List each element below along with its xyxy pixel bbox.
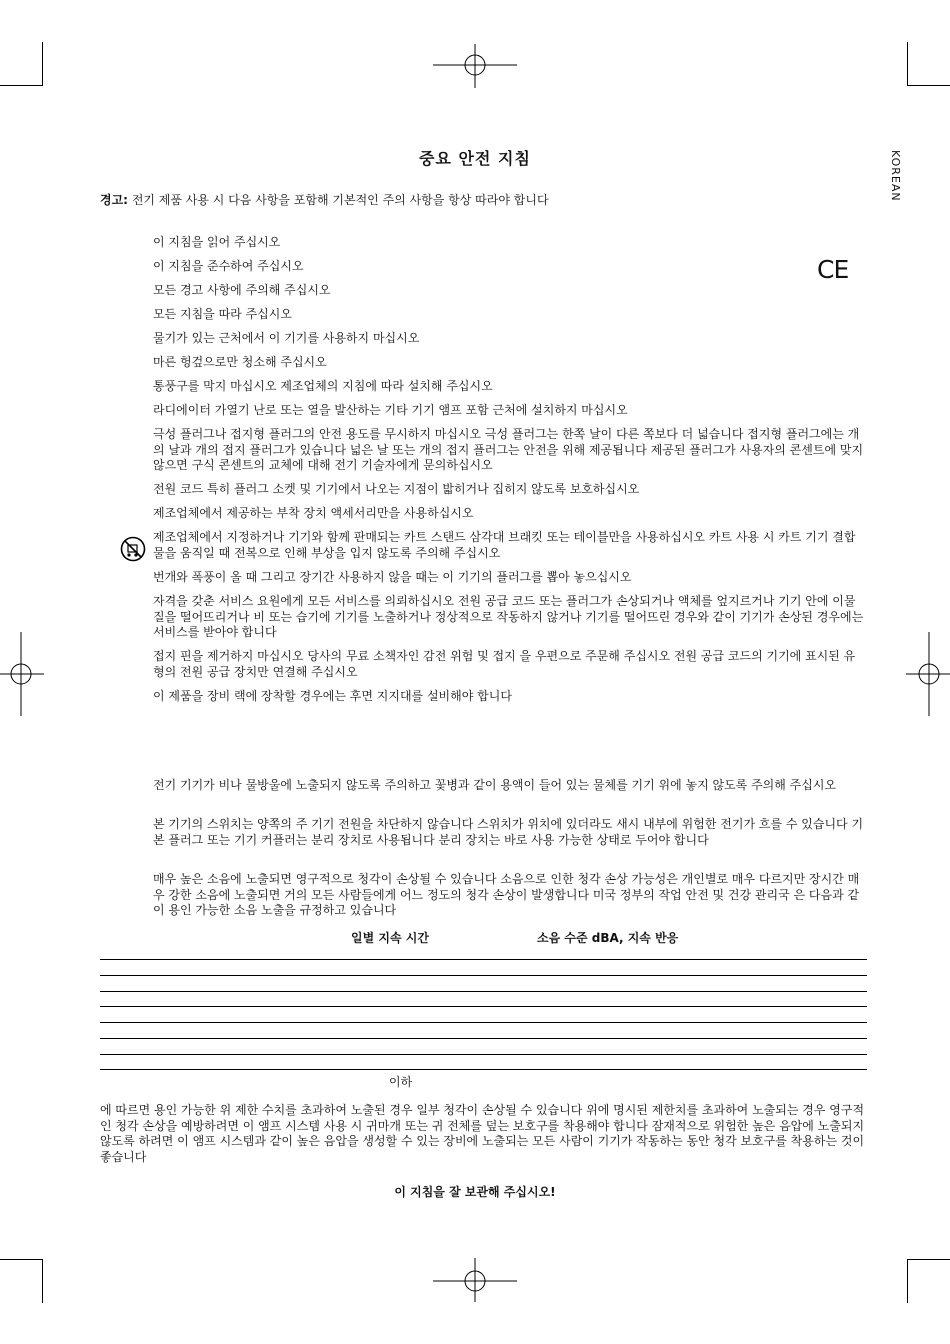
instruction-item: 제조업체에서 지정하거나 기기와 함께 판매되는 카트 스탠드 삼각대 브래킷 또는 테이블만을 사용하십시오 카트 사용 시 카트 기기 결합물을 움직일 때 전복으로 인해 부상을 입지 않도록 주의해 주십시오 (153, 530, 856, 560)
instruction-item: 전기 기기가 비나 물방울에 노출되지 않도록 주의하고 꽃병과 같이 용액이 들어 있는 물체를 기기 위에 놓지 않도록 주의해 주십시오 (153, 778, 837, 792)
instruction-item: 라디에이터 가열기 난로 또는 열을 발산하는 기타 기기 앰프 포함 근처에 설치하지 마십시오 (153, 403, 628, 417)
instruction-item: 모든 지침을 따라 주십시오 (153, 307, 292, 321)
instruction-item: 모든 경고 사항에 주의해 주십시오 (153, 283, 331, 297)
registration-mark-left (0, 632, 44, 716)
registration-mark-bottom (433, 1258, 517, 1302)
instruction-item: 제조업체에서 제공하는 부착 장치 액세서리만을 사용하십시오 (153, 506, 474, 520)
instruction-item: 이 지침을 읽어 주십시오 (153, 235, 281, 249)
registration-mark-right (906, 632, 950, 716)
table-note: 이하 (389, 1075, 413, 1089)
instruction-item: 이 지침을 준수하여 주십시오 (153, 259, 304, 273)
instruction-item: 매우 높은 소음에 노출되면 영구적으로 청각이 손상될 수 있습니다 소음으로 인한 청각 손상 가능성은 개인별로 매우 다르지만 장시간 매우 강한 소음에 노출되면 거의 모든 사람들에게 어느 정도의 청각 손상이 발생합니다 미국 정부의 작업 안전 및 건강 관리국 은 다음과 같이 용인 가능한 소음 노출을 규정하고 있습니다 (153, 872, 860, 917)
ce-mark-icon: CE (817, 255, 849, 284)
instruction-item: 물기가 있는 근처에서 이 기기를 사용하지 마십시오 (153, 331, 420, 345)
footer-paragraph: 에 따르면 용인 가능한 위 제한 수치를 초과하여 노출된 경우 일부 청각이 손상될 수 있습니다 위에 명시된 제한치를 초과하여 노출되는 경우 영구적인 청각 손상을 예방하려면 이 앰프 시스템 사용 시 귀마개 또는 귀 전체를 덮는 보호구를 착용해야 합니다 잠재적으로 위험한 높은 음압에 노출되지 않도록 하려면 이 앰프 시스템과 같이 높은 음압을 생성할 수 있는 장비에 노출되는 모든 사람이 기기가 작동하는 동안 청각 보호구를 착용하는 것이 좋습니다 (100, 1103, 865, 1164)
instruction-item: 마른 헝겊으로만 청소해 주십시오 (153, 355, 327, 369)
instruction-item: 이 제품을 장비 랙에 장착할 경우에는 후면 지지대를 설비해야 합니다 (153, 689, 512, 703)
instruction-item: 자격을 갖춘 서비스 요원에게 모든 서비스를 의뢰하십시오 전원 공급 코드 또는 플러그가 손상되거나 액체를 엎지르거나 기기 안에 이물질을 떨어뜨리거나 비 또는 습기에 기기를 노출하거나 정상적으로 작동하지 않거나 기기를 떨어뜨린 경우와 같이 기기가 손상된 경우에는 서비스를 받아야 합니다 (153, 594, 864, 639)
table-header-sound-level: 소음 수준 dBA, 지속 반응 (537, 931, 679, 945)
warning-text: 전기 제품 사용 시 다음 사항을 포함해 기본적인 주의 사항을 항상 따라야 합니다 (131, 193, 549, 207)
instruction-item: 전원 코드 특히 플러그 소켓 및 기기에서 나오는 지점이 밟히거나 집히지 않도록 보호하십시오 (153, 482, 640, 496)
page-title: 중요 안전 지침 (419, 149, 531, 168)
instruction-item: 극성 플러그나 접지형 플러그의 안전 용도를 무시하지 마십시오 극성 플러그는 한쪽 날이 다른 쪽보다 더 넓습니다 접지형 플러그에는 개의 날과 개의 접지 플러그가 있습니다 넓은 날 또는 개의 접지 플러그는 안전을 위해 제공됩니다 제공된 플러그가 사용자의 콘센트에 맞지 않으면 구식 콘센트의 교체에 대해 전기 기술자에게 문의하십시오 (153, 427, 864, 472)
instruction-item: 접지 핀을 제거하지 마십시오 당사의 무료 소책자인 감전 위험 및 접지 을 우편으로 주문해 주십시오 전원 공급 코드의 기기에 표시된 유형의 전원 공급 장치만 연결해 주십시오 (153, 649, 856, 679)
warning-line (100, 191, 860, 208)
instruction-item: 번개와 폭풍이 올 때 그리고 장기간 사용하지 않을 때는 이 기기의 플러그를 뽑아 놓으십시오 (153, 570, 632, 584)
warning-label: 경고: (100, 193, 128, 207)
instruction-item: 통풍구를 막지 마십시오 제조업체의 지침에 따라 설치해 주십시오 (153, 379, 493, 393)
instruction-item: 본 기기의 스위치는 양쪽의 주 기기 전원을 차단하지 않습니다 스위치가 위치에 있더라도 새시 내부에 위험한 전기가 흐를 수 있습니다 기본 플러그 또는 기기 커플러는 분리 장치로 사용됩니다 분리 장치는 바로 사용 가능한 상태로 두어야 합니다 (153, 817, 864, 847)
language-side-label: KOREAN (889, 150, 902, 202)
registration-mark-top (433, 44, 517, 88)
cart-warning-icon (120, 536, 146, 562)
closing-line: 이 지침을 잘 보관해 주십시오! (394, 1185, 556, 1199)
table-header-duration: 일별 지속 시간 (351, 931, 429, 945)
